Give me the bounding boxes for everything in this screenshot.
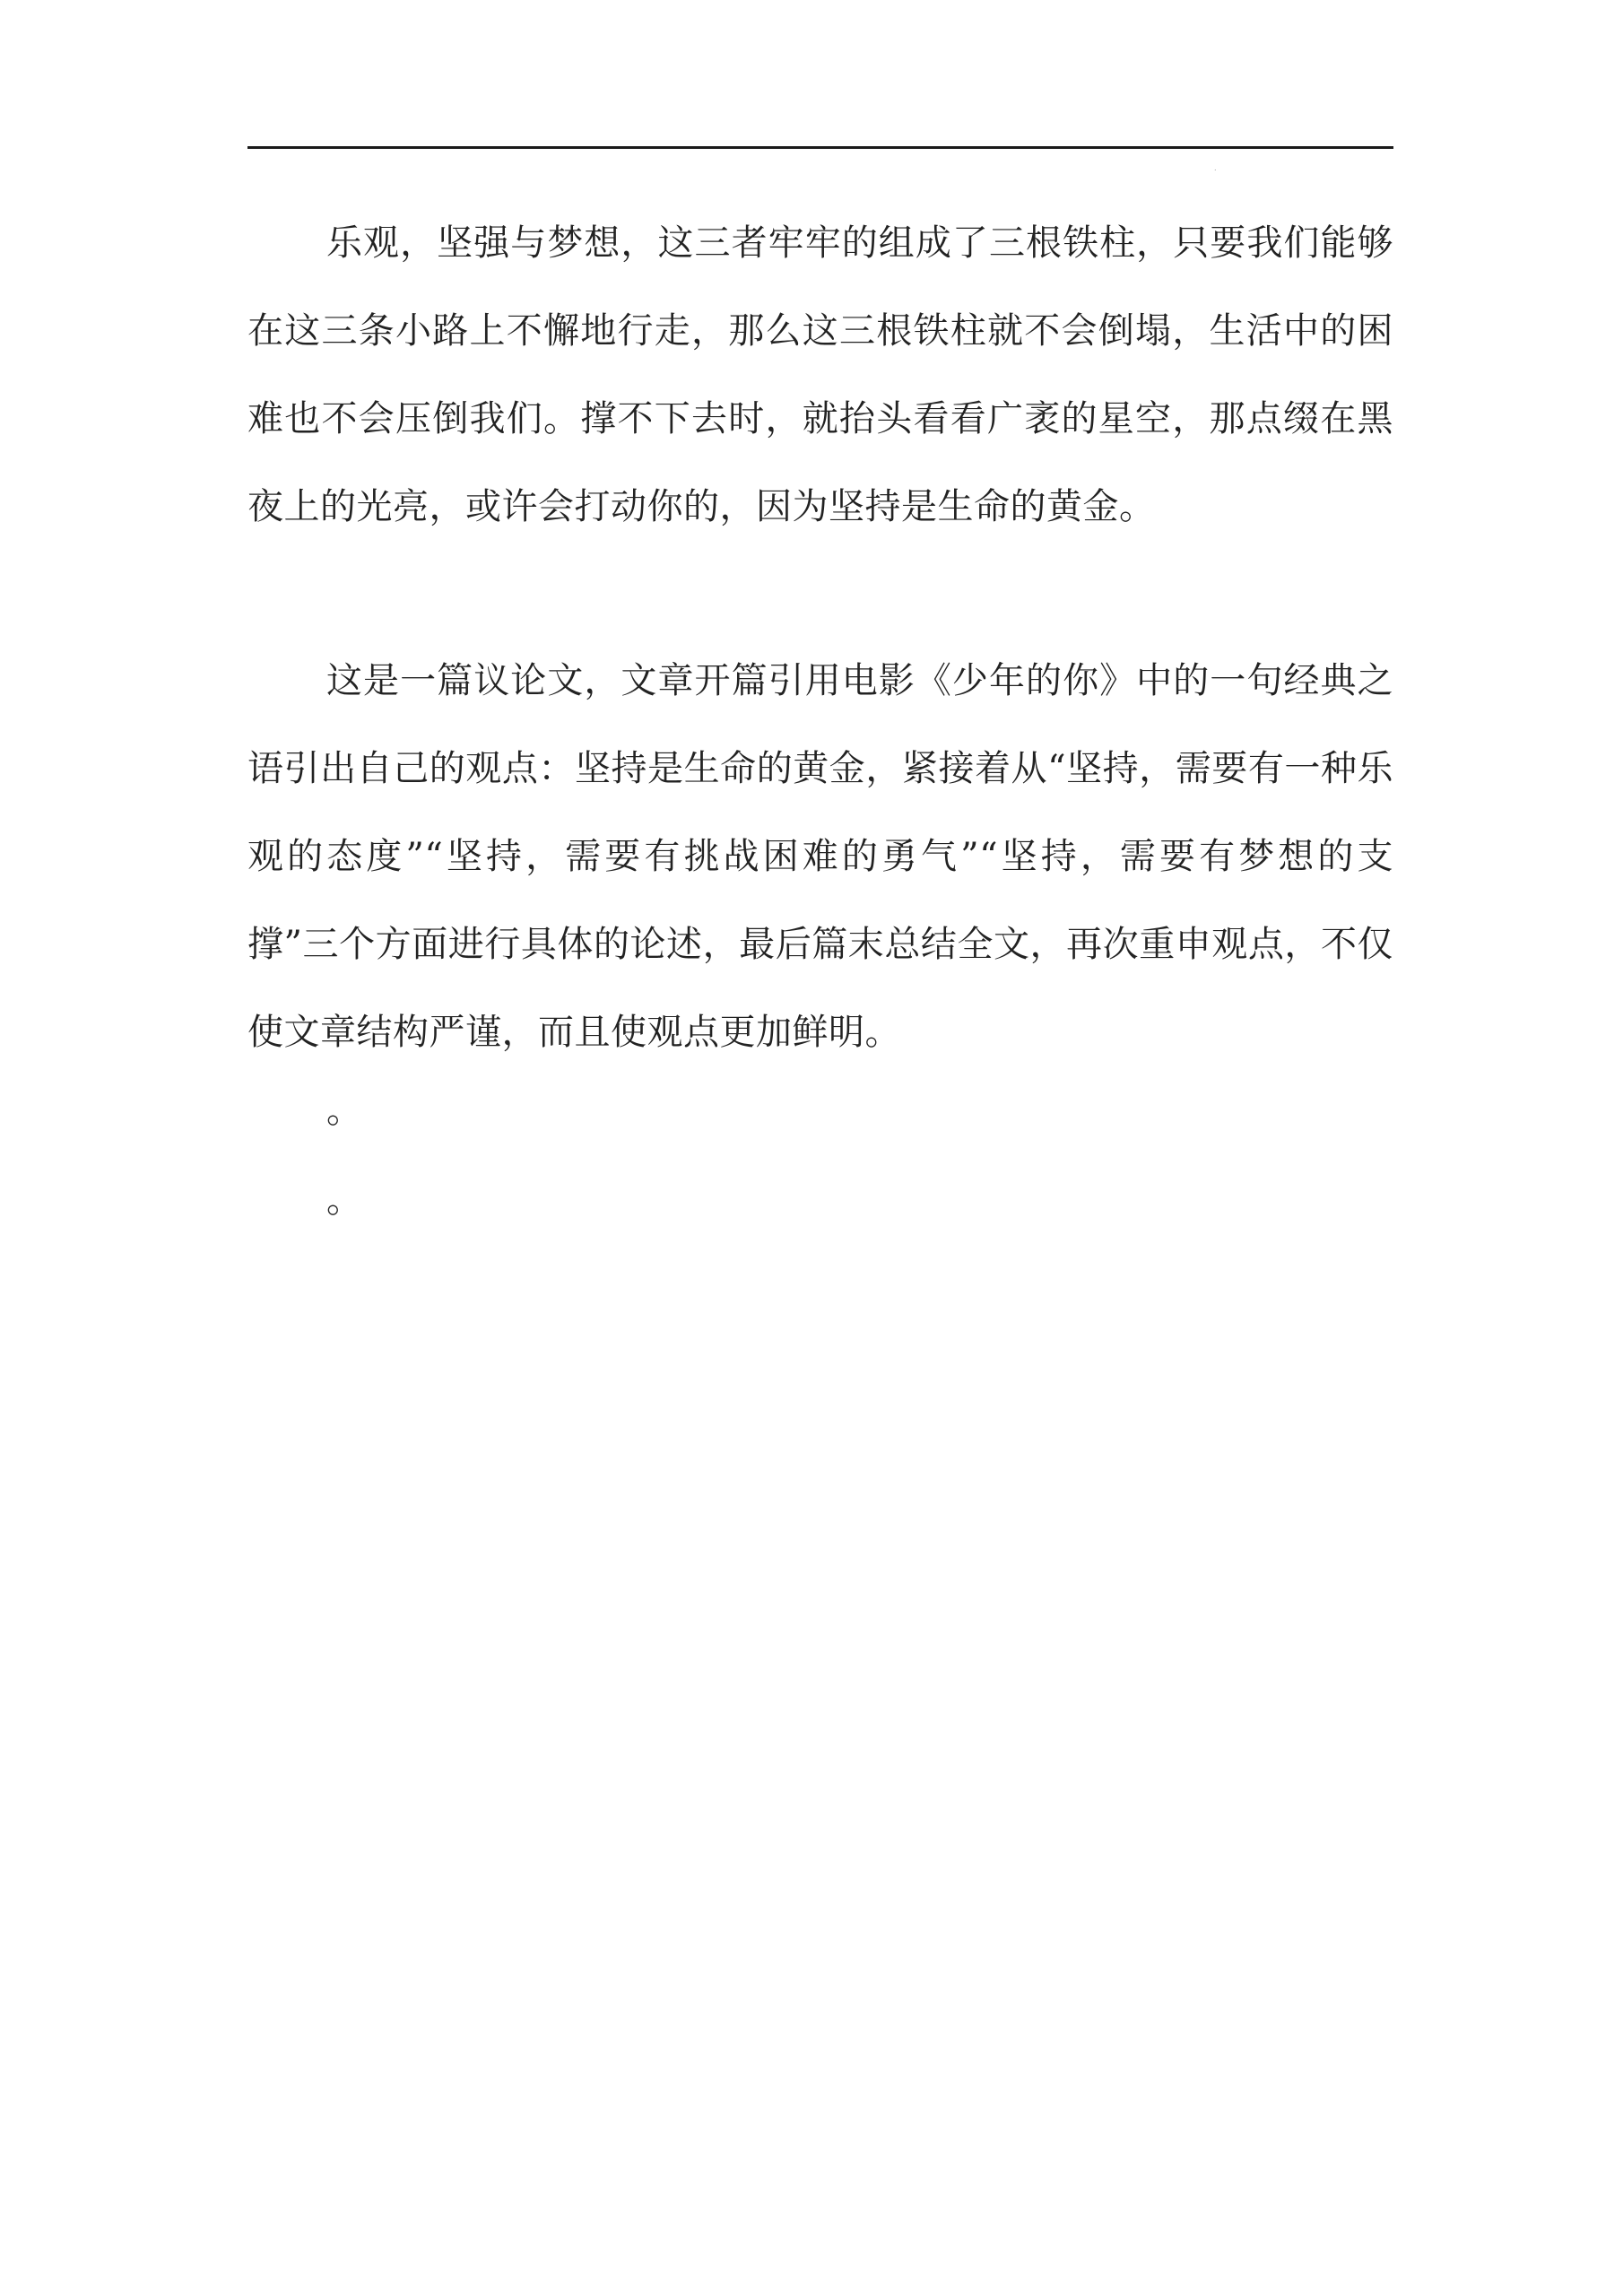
trailing-mark: 。 — [326, 1090, 362, 1131]
paragraph-commentary: 这是一篇议论文，文章开篇引用电影《少年的你》中的一句经典之语引出自己的观点：坚持是生命的黄金，紧接着从“坚持，需要有一种乐观的态度”“坚持，需要有挑战困难的勇气”“坚持，需要有梦想的支撑”三个方面进行具体的论述，最后篇末总结全文，再次重申观点，不仅使文章结构严谨，而且使观点更加鲜明。 — [247, 660, 1393, 1053]
header-mark: . — [1214, 164, 1217, 172]
paragraph-essay-conclusion: 乐观，坚强与梦想，这三者牢牢的组成了三根铁柱，只要我们能够在这三条小路上不懈地行走，那么这三根铁柱就不会倒塌，生活中的困难也不会压倒我们。撑不下去时，就抬头看看广袤的星空，那点缀在黑夜上的光亮，或许会打动你的，因为坚持是生命的黄金。 — [247, 222, 1393, 527]
header-rule — [247, 146, 1393, 149]
trailing-mark: 。 — [326, 1179, 362, 1221]
